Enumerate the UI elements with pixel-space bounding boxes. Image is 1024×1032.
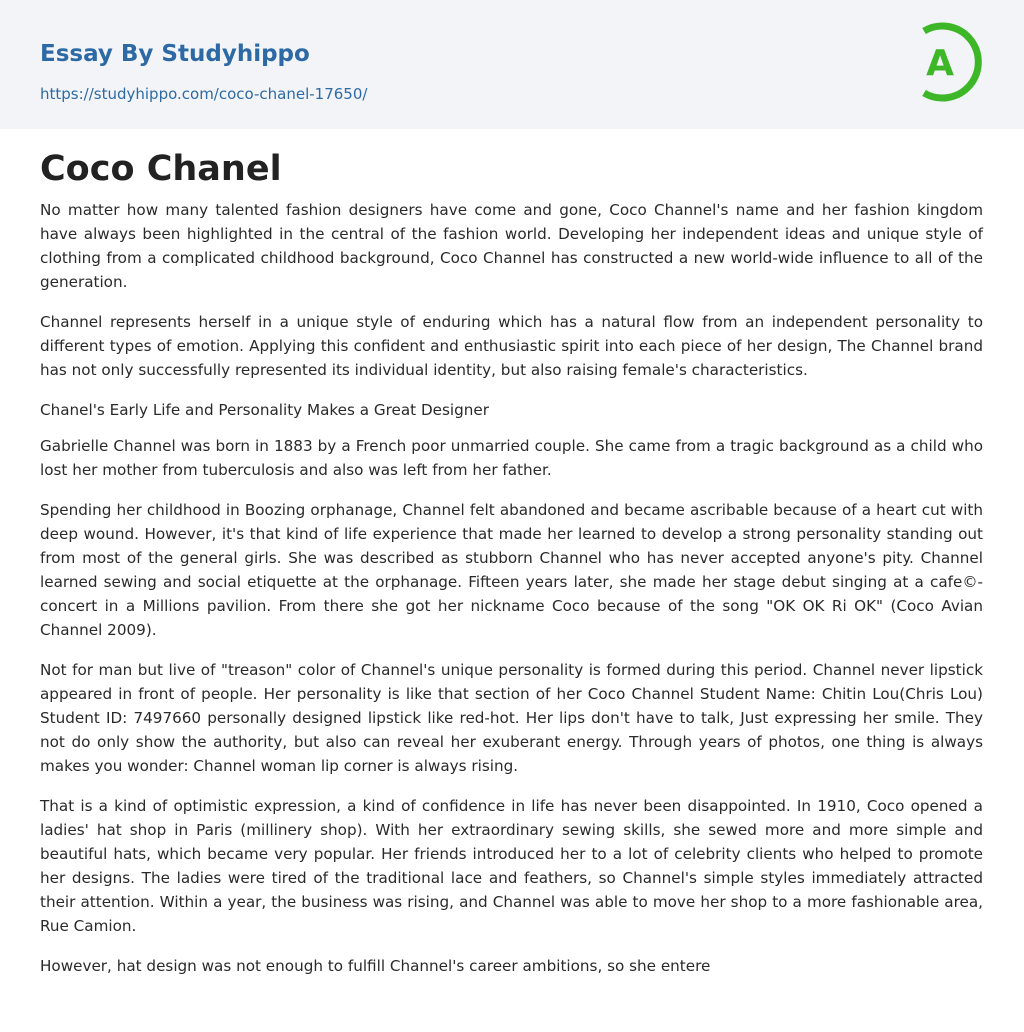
paragraph: Channel represents herself in a unique style of enduring which has a natural flow from an independent personality to different types of emotion. Applying this confident and enthusiastic spirit into each piece of her design, The Channel brand has not only successfully represented its individual identity, but also raising female's characteristics. [40,313,983,379]
paragraph: Not for man but live of "treason" color of Channel's unique personality is formed during this period. Channel never lipstick appeared in front of people. Her personality is like that section of her Coco Channel Student Name: Chitin Lou(Chris Lou) Student ID: 7497660 personally designed lipstick like red-hot. Her lips don't have to talk, Just expressing her smile. They not do only show the authority, but also can reveal her exuberant energy. Through years of photos, one thing is always makes you wonder: Channel woman lip corner is always rising. [40,661,983,775]
article-body [40,148,983,994]
paragraph: That is a kind of optimistic expression, a kind of confidence in life has never been disappointed. In 1910, Coco opened a ladies' hat shop in Paris (millinery shop). With her extraordinary sewing skills, she sewed more and more simple and beautiful hats, which became very popular. Her friends introduced her to a lot of celebrity clients who helped to promote her designs. The ladies were tired of the traditional lace and feathers, so Channel's simple styles immediately attracted their attention. Within a year, the business was rising, and Channel was able to move her shop to a more fashionable area, Rue Camion. [40,797,983,935]
paragraph: However, hat design was not enough to fulfill Channel's career ambitions, so she entere [40,957,711,975]
logo-svg [910,19,990,105]
paragraph: Spending her childhood in Boozing orphanage, Channel felt abandoned and became ascribable because of a heart cut with deep wound. However, it's that kind of life experience that made her learned to develop a strong personality standing out from most of the general girls. She was described as stubborn Channel who has never accepted anyone's pity. Channel learned sewing and social etiquette at the orphanage. Fifteen years later, she made her stage debut singing at a cafe©-concert in a Millions pavilion. From there she got her nickname Coco because of the song "OK OK Ri OK" (Coco Avian Channel 2009). [40,501,983,639]
page-title: Coco Chanel [40,149,282,189]
logo-letter: A [926,43,954,84]
section-heading: Chanel's Early Life and Personality Makes a Great Designer [40,401,489,419]
paragraph: No matter how many talented fashion designers have come and gone, Coco Channel's name and her fashion kingdom have always been highlighted in the central of the fashion world. Developing her independent ideas and unique style of clothing from a complicated childhood background, Coco Channel has constructed a new world-wide influence to all of the generation. [40,201,983,291]
site-brand[interactable]: Essay By Studyhippo [40,41,310,67]
source-url-link[interactable]: https://studyhippo.com/coco-chanel-17650/ [40,85,368,103]
paragraph: Gabrielle Channel was born in 1883 by a French poor unmarried couple. She came from a tragic background as a child who lost her mother from tuberculosis and also was left from her father. [40,437,983,479]
page-header [0,0,1024,129]
studyhippo-logo-icon[interactable] [910,19,990,105]
